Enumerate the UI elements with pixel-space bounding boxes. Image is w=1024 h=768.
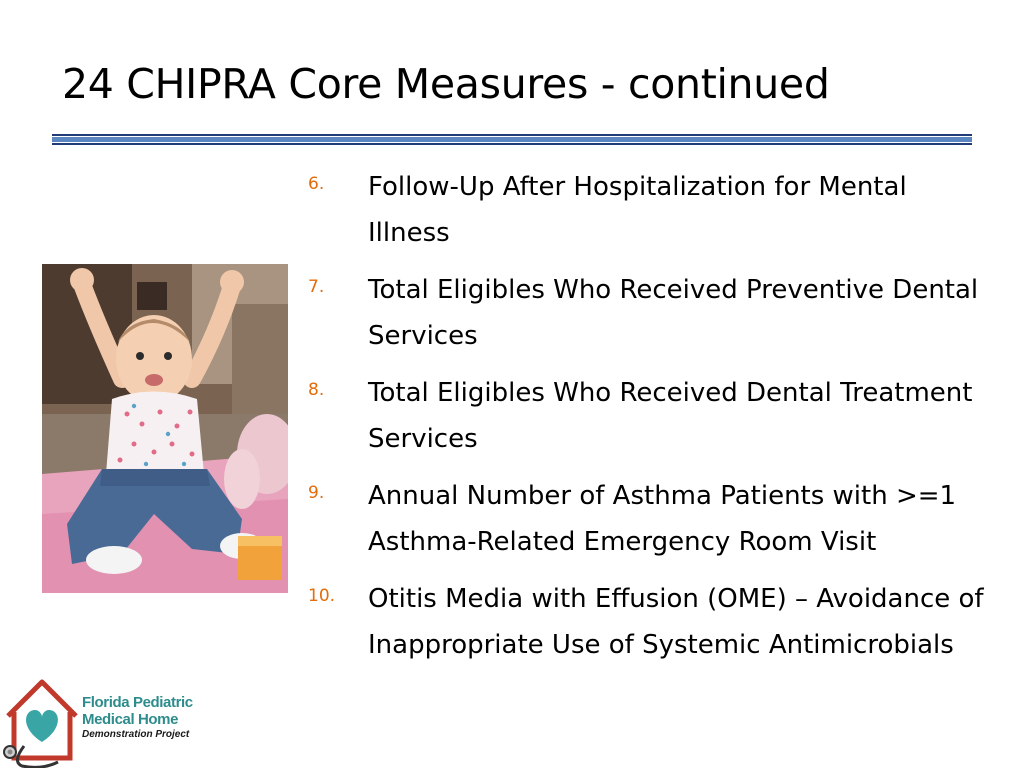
measures-list xyxy=(300,164,1000,679)
item-number: 10. xyxy=(308,586,336,606)
title-divider xyxy=(52,134,972,147)
item-number: 8. xyxy=(308,380,325,400)
logo-text xyxy=(82,694,206,742)
house-heart-icon xyxy=(2,676,82,768)
item-text: Otitis Media with Effusion (OME) – Avoidance of Inappropriate Use of Systemic Antimicrobials xyxy=(368,584,984,660)
item-text: Follow-Up After Hospitalization for Mental Illness xyxy=(368,172,907,248)
slide-title: 24 CHIPRA Core Measures - continued xyxy=(62,60,830,108)
item-text: Total Eligibles Who Received Preventive Dental Services xyxy=(368,275,979,351)
org-logo xyxy=(2,676,207,768)
list-item xyxy=(300,267,1000,359)
baby-photo xyxy=(42,264,288,593)
logo-line-2: Medical Home xyxy=(82,711,179,728)
list-item xyxy=(300,576,1000,668)
logo-line-1: Florida Pediatric xyxy=(82,694,193,711)
logo-line-3: Demonstration Project xyxy=(82,729,190,740)
item-text: Annual Number of Asthma Patients with >=1 Asthma-Related Emergency Room Visit xyxy=(368,481,957,557)
item-text: Total Eligibles Who Received Dental Treatment Services xyxy=(368,378,973,454)
list-item xyxy=(300,370,1000,462)
item-number: 6. xyxy=(308,174,325,194)
list-item xyxy=(300,473,1000,565)
item-number: 9. xyxy=(308,483,325,503)
list-item xyxy=(300,164,1000,256)
item-number: 7. xyxy=(308,277,325,297)
